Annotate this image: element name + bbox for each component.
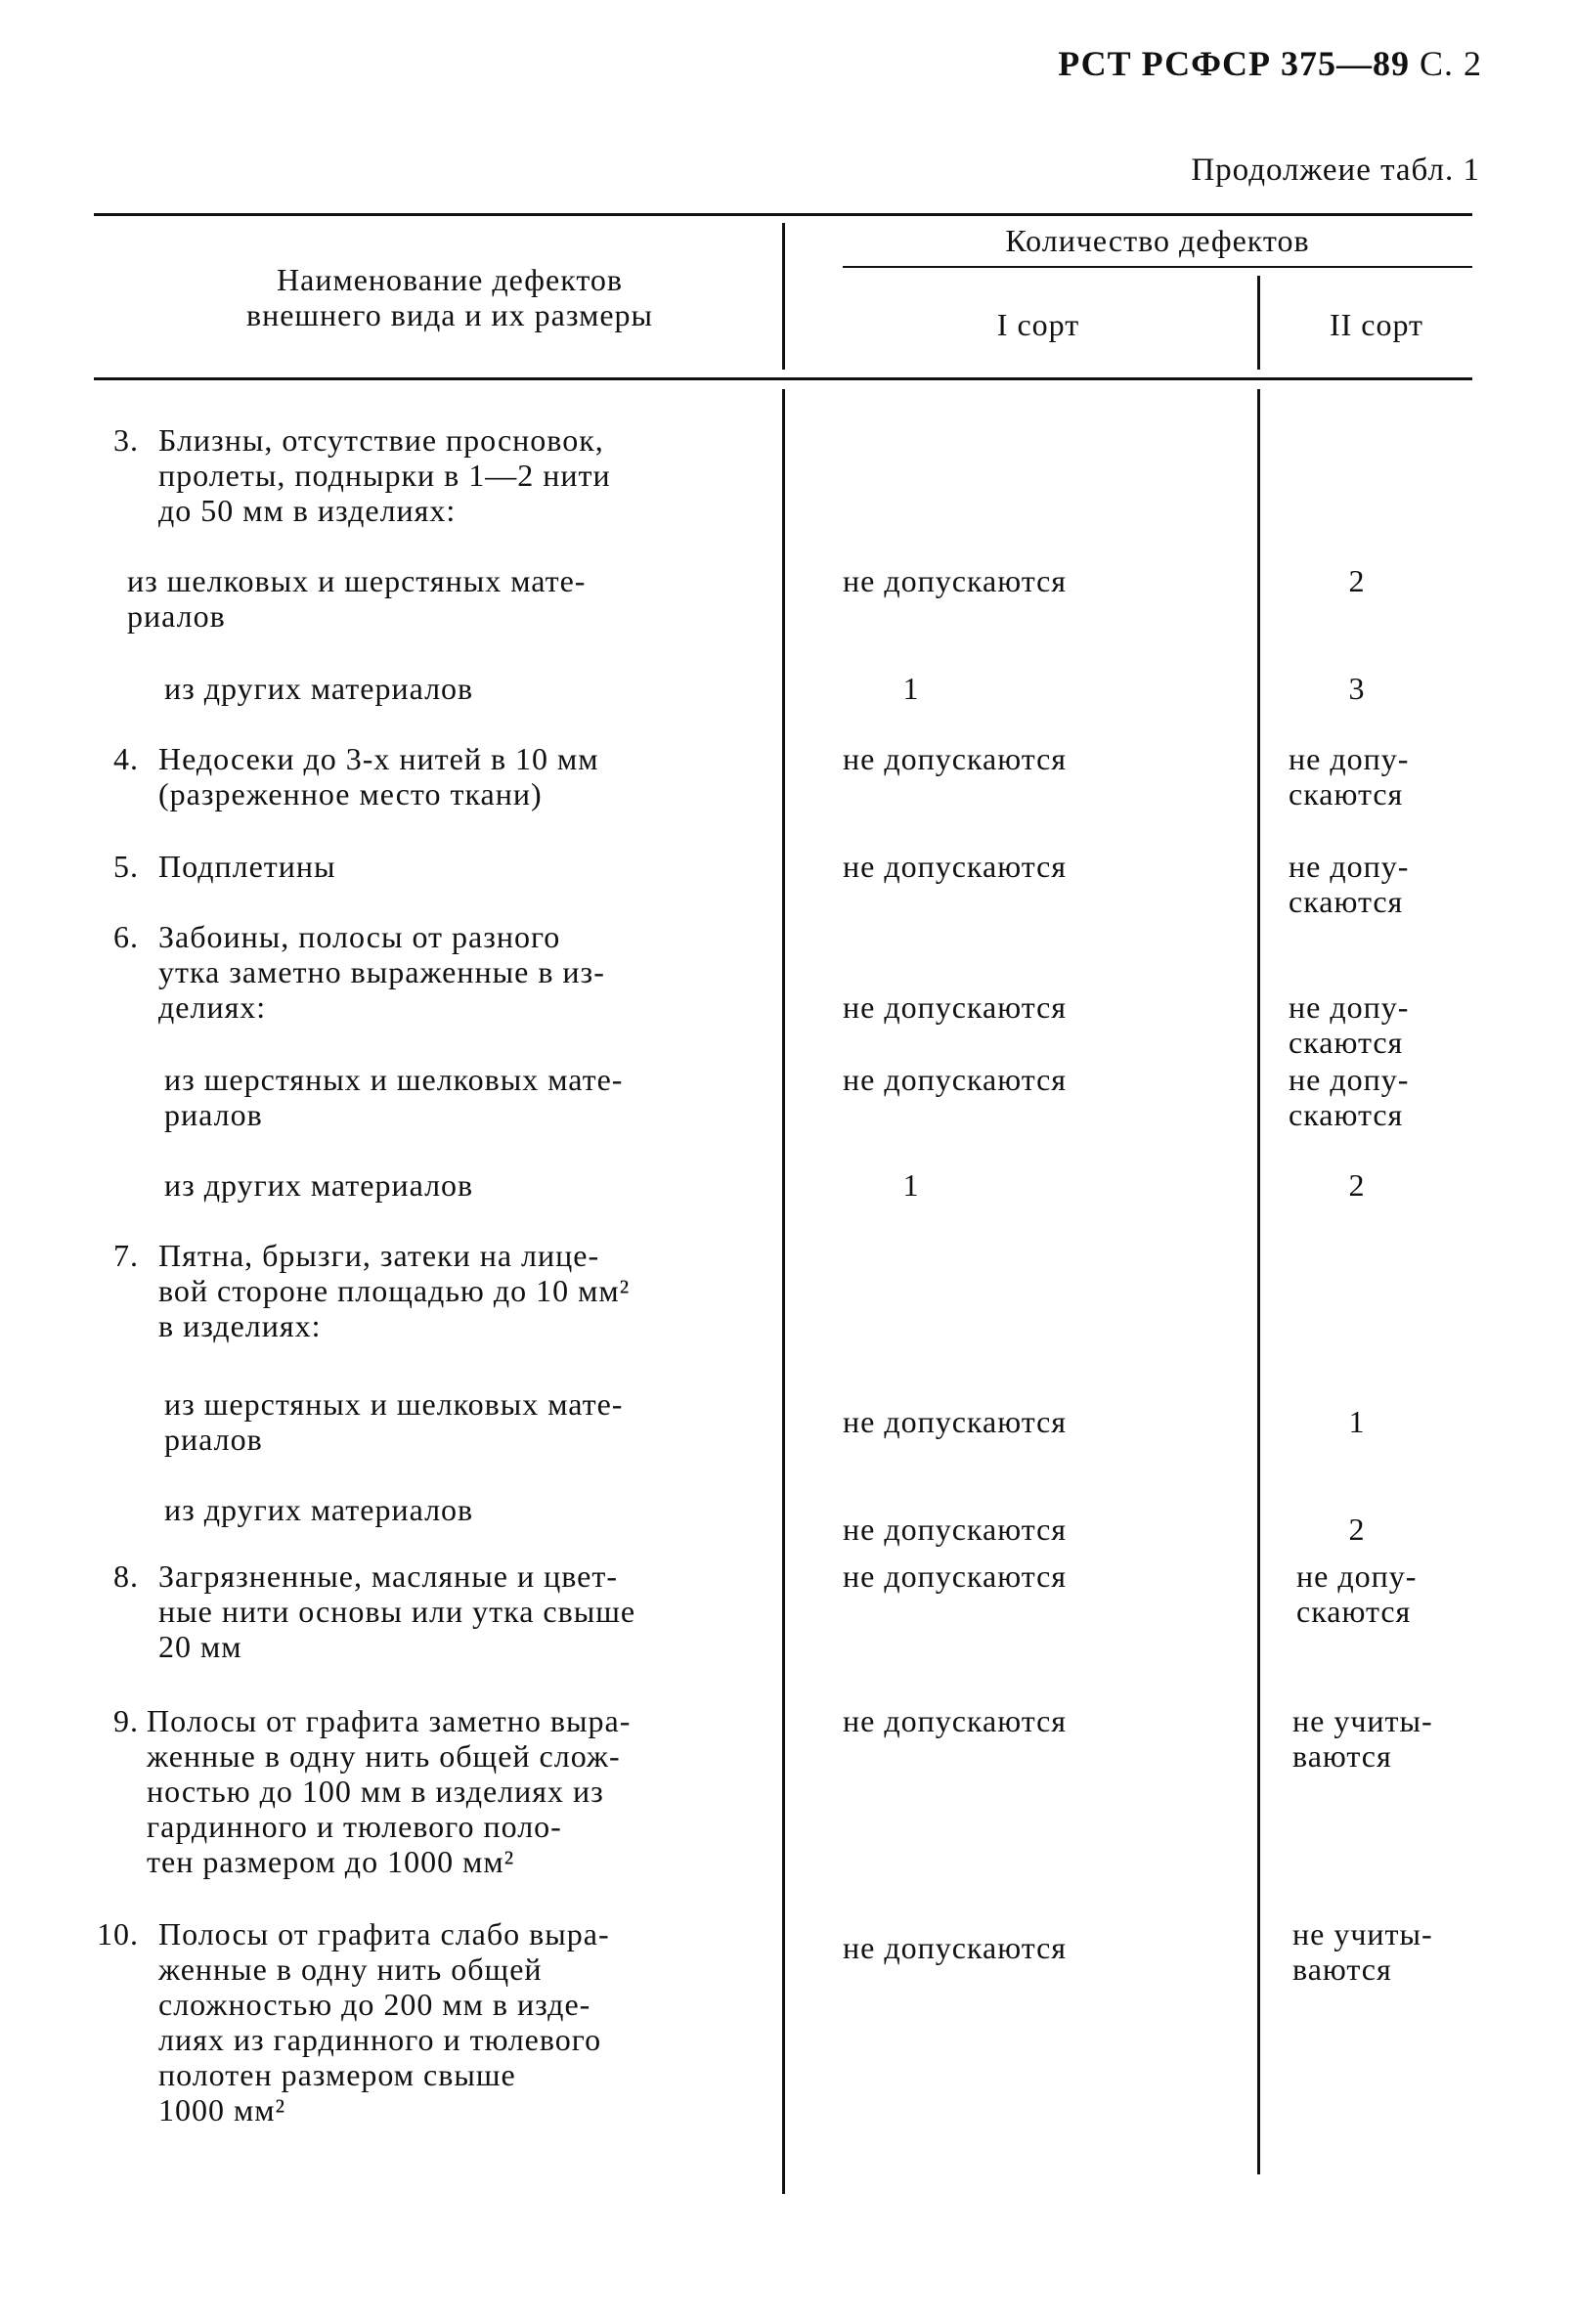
row-number: 3. (113, 422, 139, 458)
row-grade-1-value: не допускаются (843, 1703, 1067, 1738)
row-grade-2-value: 2 (1348, 563, 1366, 598)
column-divider-2 (1257, 276, 1260, 370)
row-grade-2-value: 1 (1348, 1404, 1366, 1439)
table-top-rule (94, 213, 1472, 216)
row-defect-name: из других материалов (164, 1492, 474, 1527)
row-grade-1-value: не допускаются (843, 1062, 1067, 1097)
qty-header-rule (843, 266, 1472, 268)
doc-code: РСТ РСФСР 375—89 (1058, 44, 1410, 83)
row-defect-name: из других материалов (164, 1167, 474, 1203)
row-number: 6. (113, 919, 139, 954)
row-defect-name: из шелковых и шерстяных мате- риалов (127, 563, 587, 634)
row-defect-name: Забоины, полосы от разного утка заметно выраженные в из- делиях: (158, 919, 605, 1025)
row-grade-1-value: не допускаются (843, 1404, 1067, 1439)
header-bottom-rule (94, 377, 1472, 380)
row-number: 4. (113, 741, 139, 776)
header-defect-count: Количество дефектов (1005, 223, 1310, 258)
column-divider-2-body (1257, 389, 1260, 2174)
row-defect-name: Пятна, брызги, затеки на лице- вой стороне площадью до 10 мм² в изделиях: (158, 1238, 631, 1343)
row-grade-2-value: 3 (1348, 671, 1366, 706)
row-grade-1-value: не допускаются (843, 563, 1067, 598)
row-grade-2-value: не допу- скаются (1289, 741, 1410, 811)
row-grade-1-value: 1 (902, 671, 920, 706)
row-grade-1-value: не допускаются (843, 741, 1067, 776)
row-defect-name: Близны, отсутствие просновок, пролеты, поднырки в 1—2 нити до 50 мм в изделиях: (158, 422, 611, 528)
column-divider-1 (782, 223, 785, 370)
row-grade-2-value: не допу- скаются (1296, 1558, 1418, 1629)
row-number: 9. (113, 1703, 139, 1738)
row-defect-name: Загрязненные, масляные и цвет- ные нити основы или утка свыше 20 мм (158, 1558, 636, 1664)
row-grade-2-value: 2 (1348, 1167, 1366, 1203)
row-grade-2-value: не допу- скаются (1289, 1062, 1410, 1132)
header-grade-1: I сорт (996, 307, 1080, 342)
row-number: 7. (113, 1238, 139, 1273)
row-grade-2-value: не учиты- ваются (1292, 1916, 1433, 1987)
header-grade-2: II сорт (1329, 307, 1424, 342)
row-number: 5. (113, 849, 139, 884)
page-number: С. 2 (1419, 44, 1482, 83)
row-defect-name: Недосеки до 3-х нитей в 10 мм (разреженное место ткани) (158, 741, 599, 811)
row-grade-1-value: не допускаются (843, 1558, 1067, 1594)
row-grade-1-value: не допускаются (843, 1930, 1067, 1965)
row-grade-1-value: 1 (902, 1167, 920, 1203)
row-defect-name: Полосы от графита заметно выра- женные в одну нить общей слож- ностью до 100 мм в изделиях из гардинного и тюлевого поло- тен размером до 1000 мм² (147, 1703, 632, 1879)
row-grade-2-value: не допу- скаются (1289, 849, 1410, 919)
row-grade-2-value: не допу- скаются (1289, 989, 1410, 1060)
table-continuation-label: Продолжеие табл. 1 (1191, 153, 1480, 188)
row-grade-2-value: 2 (1348, 1512, 1366, 1547)
row-number: 10. (97, 1916, 139, 1951)
page-header (1058, 43, 1482, 84)
row-grade-1-value: не допускаются (843, 1512, 1067, 1547)
column-divider-1-body (782, 389, 785, 2194)
row-defect-name: Полосы от графита слабо выра- женные в одну нить общей сложностью до 200 мм в изде- лиях из гардинного и тюлевого полотен размером свыше 1000 мм² (158, 1916, 610, 2127)
row-defect-name: из шерстяных и шелковых мате- риалов (164, 1062, 624, 1132)
row-defect-name: Подплетины (158, 849, 336, 884)
row-grade-1-value: не допускаются (843, 989, 1067, 1025)
row-grade-2-value: не учиты- ваются (1292, 1703, 1433, 1774)
header-defect-name: Наименование дефектов внешнего вида и их размеры (245, 262, 654, 332)
row-defect-name: из других материалов (164, 671, 474, 706)
row-defect-name: из шерстяных и шелковых мате- риалов (164, 1386, 624, 1457)
row-grade-1-value: не допускаются (843, 849, 1067, 884)
row-number: 8. (113, 1558, 139, 1594)
